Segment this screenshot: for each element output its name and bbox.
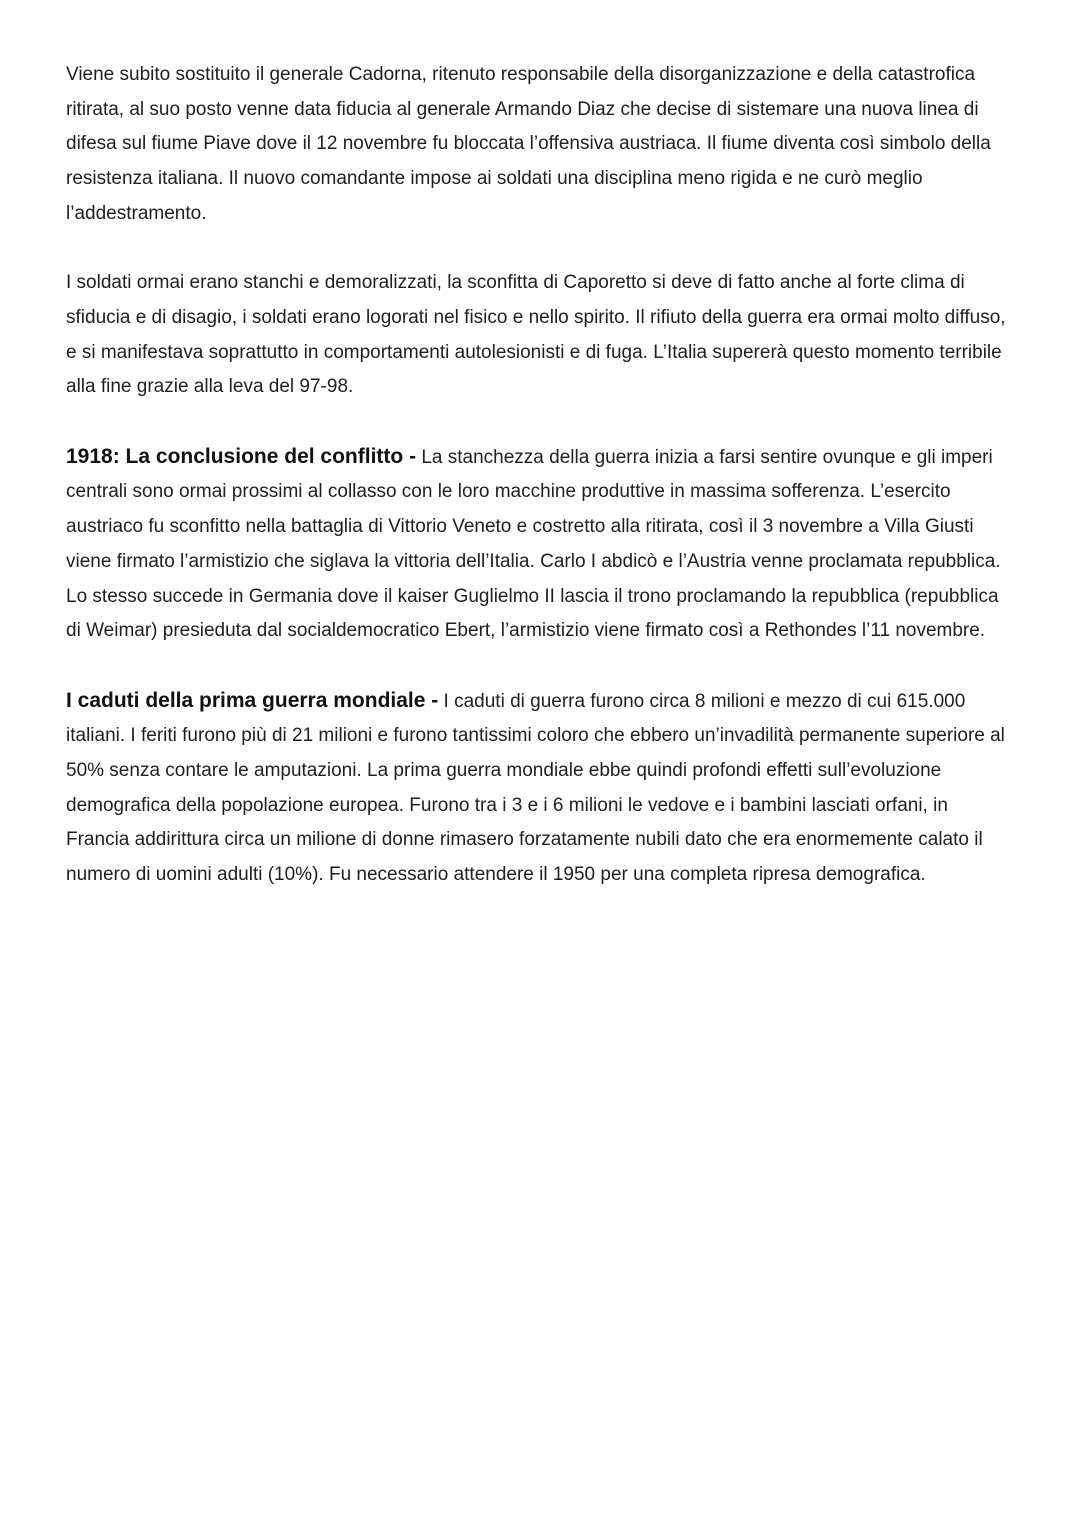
paragraph-text: La stanchezza della guerra inizia a farsi sentire ovunque e gli imperi centrali sono ormai prossimi al collasso con le loro macchine produttive in massima sofferenza. L’esercito austriaco fu sconfitto nella battaglia di Vittorio Veneto e costretto alla ritirata, così il 3 novembre a Villa Giusti viene firmato l’armistizio che siglava la vittoria dell’Italia. Carlo I abdicò e l’Austria venne proclamata repubblica. Lo stesso succede in Germania dove il kaiser Guglielmo II lascia il trono proclamando la repubblica (repubblica di Weimar) presieduta dal socialdemocratico Ebert, l’armistizio viene firmato così a Rethondes l’11 novembre.: [66, 446, 1001, 642]
paragraph-cadorna-replacement: [66, 58, 1016, 232]
section-heading-casualties: I caduti della prima guerra mondiale -: [66, 688, 439, 712]
document-body: [66, 58, 1016, 928]
paragraph-text: I soldati ormai erano stanchi e demoralizzati, la sconfitta di Caporetto si deve di fatto anche al forte clima di sfiducia e di disagio, i soldati erano logorati nel fisico e nello spirito. Il rifiuto della guerra era ormai molto diffuso, e si manifestava soprattutto in comportamenti autolesionisti e di fuga. L’Italia supererà questo momento terribile alla fine grazie alla leva del 97-98.: [66, 272, 1006, 398]
paragraph-soldiers-morale: [66, 266, 1016, 405]
paragraph-text: I caduti di guerra furono circa 8 milioni e mezzo di cui 615.000 italiani. I feriti furono più di 21 milioni e furono tantissimi coloro che ebbero un’invadilità permanente superiore al 50% senza contare le amputazioni. La prima guerra mondiale ebbe quindi profondi effetti sull’evoluzione demografica della popolazione europea. Furono tra i 3 e i 6 milioni le vedove e i bambini lasciati orfani, in Francia addirittura circa un milione di donne rimasero forzatamente nubili dato che era enormemente calato il numero di uomini adulti (10%). Fu necessario attendere il 1950 per una completa ripresa demografica.: [66, 690, 1005, 886]
paragraph-1918-conclusion: [66, 440, 1016, 649]
section-heading-1918: 1918: La conclusione del conflitto -: [66, 444, 417, 468]
paragraph-war-casualties: [66, 684, 1016, 893]
paragraph-text: Viene subito sostituito il generale Cadorna, ritenuto responsabile della disorganizzazione e della catastrofica ritirata, al suo posto venne data fiducia al generale Armando Diaz che decise di sistemare una nuova linea di difesa sul fiume Piave dove il 12 novembre fu bloccata l’offensiva austriaca. Il fiume diventa così simbolo della resistenza italiana. Il nuovo comandante impose ai soldati una disciplina meno rigida e ne curò meglio l’addestramento.: [66, 64, 991, 224]
